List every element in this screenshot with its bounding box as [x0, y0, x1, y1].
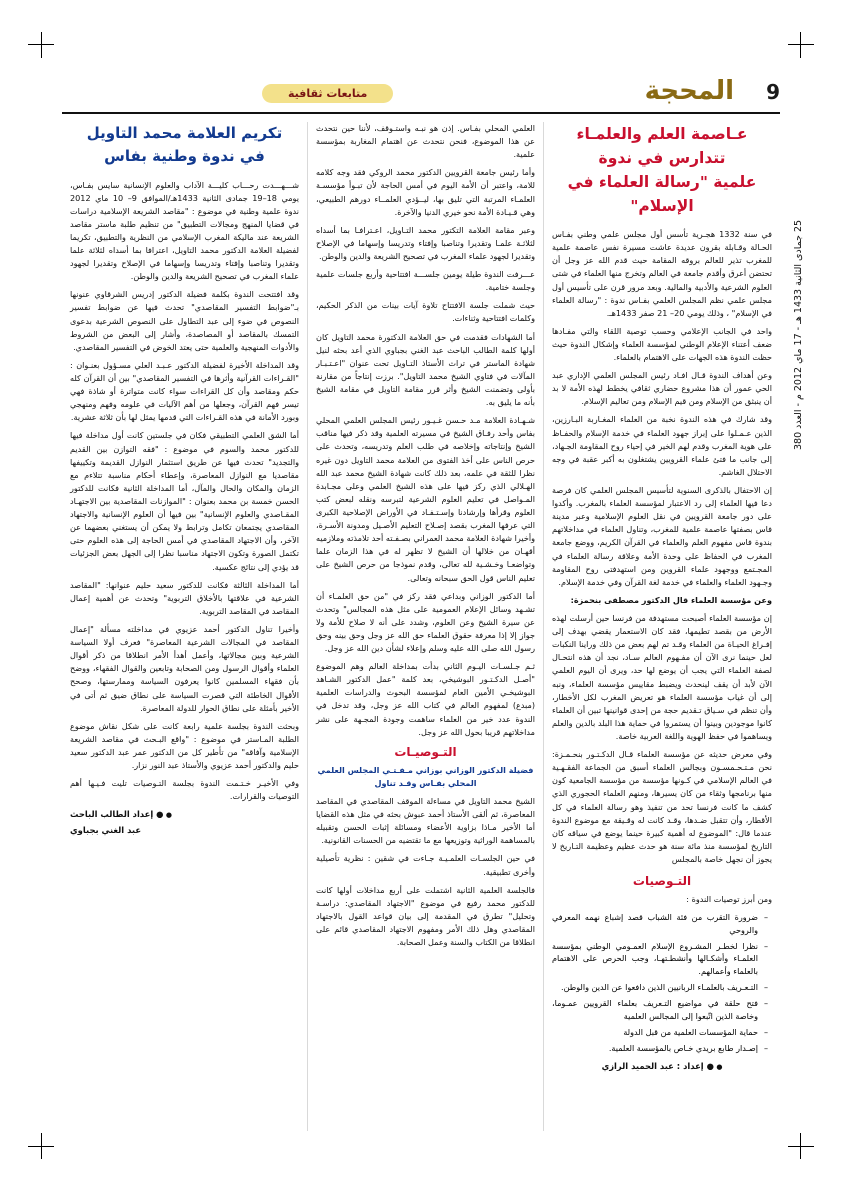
paragraph: حيث شملت جلسة الافتتاح تلاوة آيات بينات من الذكر الحكيم، وكلمات افتتاحية وثناءات. — [316, 300, 535, 324]
paragraph: أما الشهادات فقدمت في حق العلامة الدكتورة محمد التاويل كان أولها كلمة الطالب الباحث عبد الغني بجباوي الذي أعد بحثه لنيل شهادة الماستر في تراث الأستاذ التـاويل تحت عنوان "اعـتـبـار المآلات في فتاوي الشيخ محمد التاويل". برزت إنتاجاً من مقارنة بأولى وتضمنت الشيخ وأثر قرر مقامة التاويل في مقامة الشيخ بأنه ما يليق به. — [316, 331, 535, 408]
paragraph: عـــرفت الندوة طيلة يومين جلســـة افتتاحية وأربع جلسات علمية وجلسة ختامية. — [316, 269, 535, 293]
paragraph: وعن مؤسسة العلماء قال الدكتور مصطفى بنحمزة: — [570, 594, 772, 605]
paragraph: أما المداخلة الثالثة فكانت للدكتور سعيد حليم عنوانها: "المقاصد الشرعية في علاقتها بالأخلاق التربوية" وتحدث عن أهمية إعمال المقاصد في المقاصد التربوية. — [70, 579, 299, 616]
paragraph: أما الدكتور الوزاني وبداعي فقد ركز في "من حق العلمـاء أن تشـهد وسائل الإعلام العمومية على مثل هذه المجالس" وتحدث عن سيرة الشيخ وعن العلوم، وشدد على أنه لا صلاح للأمة ولا جواز إلا إذا معرفة حقوق العلماء حق الله عز وجل وحق بينه وحق رسول الله صلى الله عليه وسلم وإعلاء لشأن دين الله عز وجل. — [316, 590, 535, 654]
recommendations-heading: التـوصيـات — [394, 744, 457, 759]
crop-mark — [788, 44, 814, 45]
crop-mark — [788, 1146, 814, 1147]
crop-mark — [41, 1133, 42, 1159]
paragraph: وبحثت الندوة بجلسة علمية رابعة كانت على شكل نقاش موضوع الطلبة المـاستر في موضوع : "واقع البـحث في مقاصد الشريعة الإسلامية وآفاقه" من تأطير كل من الدكتور عمر عبد الدكتور سعيد حليم والدكتور أحمد عزيوي والأستاذ عبد النور نزار. — [70, 720, 299, 771]
page-number: 9 — [766, 80, 780, 104]
byline-line-1 — [70, 809, 299, 819]
recommendations-block — [552, 868, 772, 1071]
paragraph: فالجلسة العلمية الثانية اشتملت على أربع مداخلات أولها كانت للدكتور محمد رفيع في موضوع "الاجتهاد المقاصدي: دراسـة وتحليل" تطرق في المقدمة إلى بيان قواعد القول بالاجتهاد المقاصدي وهل ذلك الأمر ومفهوم الاجتهاد المقاصدي قائم على انطلاقا من الكتاب والسنة وعمل الصحابة. — [316, 884, 535, 948]
issue-info-text: 25 جمادى الثانية 1433 هـ - 17 ماي 2012 م - العدد 380 — [793, 219, 804, 451]
masthead-rule — [62, 112, 780, 114]
paragraph: الشيخ محمد التاويل في مساءلة الموقف المقاصدي في المقاصد المعاصرة، ثم ألقى الأستاذ أحمد عبوش بحثه في مثل هذه القضايا أما الأخير مـاذا بزاوية الأعضاء ومسائلة إثبات الحسن وتقبيله بالمساهمة الوراثية وتوزيعها مع ما تقتضيه من الحسنات القانونية. — [316, 796, 535, 846]
sub-heading: فضيلة الدكتور الوزاني بوزاني مـفـتـي المجلس العلمي المحلي بفـاس وقـد تناول — [317, 764, 534, 788]
byline-line-2 — [70, 825, 299, 835]
byline-author-name: عبد الغني بجباوي — [70, 825, 142, 836]
article-middle — [308, 122, 544, 1131]
paragraph: إن مؤسسة العلماء أصبحت مستهدفة من فرنسا حين أرسلت لهذه الأرض من بقصد تطيمها، فقد كان الاستعمار يقضي بهدف إلى إفـراغ الحيـاة من العلماء وقـد تم لهم بعض من ذلك وراينا النكبات لعل حينما نرى الآن أن مفـهوم العالم سـاد، نجد أن هذه انتحـال لصفة العلماء التي يجب أن يوضع لها حد، ويرى أن اليوم العلمي الآن لأبد أن يقف لينحدث ويضبط مقاييس مؤسسة العلماء، ونبه إلى أن غياب مؤسسة العلماء هو تعريض المغرب لكل الأخطار، وأن تنظم في سـياق تـقديم حجة من إحدى قوانينها تبين أن العلماء كانوا موجودين وبينوا أن يستمروا في حماية هذا البلد بالدين والعلم ويساهموا في حفظ الهوية واللغة العربية خاصة. — [552, 613, 772, 741]
paragraph: وقد شارك في هذه الندوة نخبة من العلماء المغـاربة البـارزين، الذين عـمـلوا على إبراز جهود العلماء في خدمة الإسلام والحفـاظ على هوية المغرب وقدم لهم الخير في إحياء روح المقاومة الجـهاد، إلى جانب ما فتئ علماء القرويين يشتغلون به أكبر عقبة في وجه الاحتلال الغاشم. — [552, 414, 772, 477]
list-item: – نظرا لخطـر المشـروع الإسلام العمـومي الوطني بمؤسسة العلمـاء وأشكـالها وأنشطـتهـا، وجب الحرص على الاهتمام بالعلماء وأعمالهم. — [552, 940, 768, 979]
paragraph: شـهـادة العلامة مـد حـسن غـيـور رئيس المجلس العلمي المحلي بفاس وأحد رفـاق الشيخ في مسيرته العلمية وقد ذكر فيها مناقب الشيخ وإنتاجاته وإخلاصه في طلب العلم وتدريسه، وتحدث على حرص الناس على أخذ الفتوى من العلامة محمد التاويل دون غيره نظرا للثقة في علمه، بعد ذلك كانت شهادة الشيخ محمد عبد الله الهـلالي الذي ركز فيها على هذه الشيخ العلمي وعلى مجـابدة المـواصل في تعليم العلوم الشرعية لتبرسه ونقله لبعض كتب العلوم وقرأها وإرشادنا وإسـتـفـاد في الأوراض الإصلاحية الكبرى التي عرفها المغرب بقصد إصـلاح التعليم الأصـيل ومدونة الأسـرة، وأخيرا شهادة العلامة محمد العمراني بصـفـته أحد تلامذته وملازميه أقهـان من خلالها أن الشيخ لا تظهر له في هذا الزمان علما وتواضعـا وخـشـية لله تعالى، وقدم نموذجا من حرص الشيخ على تعليم الناس قول الحق سبحانه وتعالى. — [316, 415, 535, 583]
paragraph: وقد افتتحت الندوة بكلمة فضيلة الدكتور إدريس الشرقاوي عنونها بـ"ضوابط التفسير المقاصدي" تحدث فيها عن ضوابط تفسير النصوص في ضوء إلى عبد التطاول على النصوص الشرعية بدعوى التمسك بالمقاصد أو المصاصدة، وأشار إلى البعض من الشروط والأدوات المنهجية والعلمية حتى يعتد الخوض في التفسير المقاصدي. — [70, 289, 299, 352]
headline-sub: علمية "رسالة العلماء في الإسلام" — [567, 173, 757, 216]
byline-author: ● ● إعداد : عبد الحميد الرازي — [602, 1061, 723, 1071]
paragraph: ثـم جـلسـات اليـوم الثاني بدأت بمداخلة العالم وهم الموضوع "أصـل الدكـتـور البوشيخي، بعد كلمة "عمل الدكتور الشـاهد البوشيخـي الأمين العام لمؤسسة البحوث والدراسات العلمية (مبدع) لمفهوم العالم في كتاب الله عز وجل، وقد تدخل في الندوة عدد خير من العلماء ساهمت وجودة المجـهة على نشر مداخلاتهم قريبا بحول الله عز وجل. — [316, 661, 535, 737]
list-item: – التـعـريف بالعلمـاء الربانيين الذين دافعوا عن الدين والوطن. — [552, 981, 768, 994]
byline-author: ● ● إعداد الطالب الباحث — [70, 809, 172, 819]
paragraph: في سنة 1332 هجـرية تأسس أول مجلس علمي وطني بفـاس الحـالة وقـابلة بقرون عديدة عاشت مسيرة نفس عاصمة علمية للمغرب تذير للعالم بروقه المقامة حيث قدم الله عز وجل أن تحتضن أعرق وأقدم جامعة في العالم وتخرج منها العلماء في شتى العلوم الشرعية والأدبية والمالية. وبعد مرور قرن على تأسيس أول مجلس علمي نظم المجلس العلمي بفـاس ندوة : "رسالة العلماء في الإسلام" ، وذلك يومي 20– 21 صفر 1433هـ. — [552, 229, 773, 318]
recommendations-list — [552, 911, 768, 1055]
byline — [552, 1061, 772, 1071]
article-right-headline — [552, 122, 772, 218]
crop-mark — [800, 1133, 801, 1159]
paragraph: العلمي المحلي بفـاس. إذن هو نبـه واستـوقف، لأننا حين نتحدث عن هذا الموضوع، فنحن نتحدث عن اهتمام المغاربة بمؤسسة علمية. — [316, 123, 535, 160]
recommendations-title: التـوصيات — [632, 873, 692, 888]
paragraph: في حين الجلسـات العلمـيـة جـاءت في شقين : نظرية تأصيلية وأخرى تطبيقية. — [316, 853, 535, 877]
headline-sub: في ندوة وطنية بفاس — [104, 147, 265, 166]
list-item: – ضرورة التقرب من فئة الشباب قصد إشباع نهمه المعرفي والروحي — [552, 911, 768, 937]
paragraph: وفي الأخيـر خـتـمت الندوة بجلسة التـوصيات تليت فـيـها أهم التوصيات والقرارات. — [70, 778, 299, 802]
paragraph: وعبر مقامة العلامة التكتور محمد التـاويل، اعـترافـا بما أسداه لثلاثـة علمـا وتقديرا وتناصبا وإفتاء وتدريسا وإسهاما في الإصلاح وتقديرا لجهود علماء المغرب في تصحيح الشريعة والدين والوطن. — [316, 224, 535, 261]
recommendations-intro: ومن أبرز توصيات الندوة : — [686, 893, 772, 904]
crop-mark — [800, 32, 801, 58]
paragraph: وأخيرا تناول الدكتور أحمد عزيوي في مداخلته مسألة "إعمال المقاصد في المجالات الشرعية المعاصرة" فعرف أولا السياسة الشرعية وبين مجالاتها، وأعمل أهدأ الأمر انطلاقا من ذكر أقوال العلماء وأقوال الرسول ومن الصحابة وتابعين والقوال الفقهاء، ووضح بأن فقهاء المسلمين كانوا يعرفون السياسة وممارستها، وصحح الأقوال الخاطئة التي قصرت السياسة على نطاق ضيق ثم أتى في الأخير بأمثلة على نطاق الحوار للدولة المعاصرة. — [70, 624, 299, 713]
list-item: – حماية المؤسسات العلمية من قبل الدولة — [552, 1026, 768, 1039]
article-left — [62, 122, 308, 1131]
headline-main: عـاصمة العلم والعلمـاء تتدارس في ندوة — [576, 125, 748, 168]
issue-info-spine — [790, 120, 808, 550]
paragraph: وعن أهداف الندوة قـال افـاد رئيس المجلس العلمي الإداري عبد الحي عمور أن هذا مشروع حضاري ثقافي يخطط لهذه الأمة لا بد أن ينبثق من الإسلام ومن قيم الإسلام ومن تعاليم الإسلام. — [552, 370, 772, 407]
paragraph: شـــهـــدت رحـــاب كليـــة الآداب والعلوم الإنسانية سايس بفـاس، يومي 18–19 جمادى الثانية 1433هـ/الموافق 9– 10 ماي 2012 ندوة علمية وطنية في موضوع : "مقاصد الشريعة الإسلامية دراسات في قضايا المنهج ومجالات التطبيق" من تنظيم طلبة ماستر مقاصد الشريعة عند ماليكة المغرب الإسلامي من النظرية والتطبيق، تكريما لفضيلة العلامة الدكتور محمد التاويل، اعترافا بما أسداه لثلاثة علما وتقديرا وتناصبا وإفتاء وتدريسا وإسهاما في الإصلاح وتقديرا لجهود علماء المغرب في تصحيح الشريعة والدين والوطن. — [70, 179, 299, 282]
masthead — [62, 78, 780, 112]
publication-title: المحجة — [644, 76, 734, 106]
paragraph: إن الاحتفال بالذكرى السنوية لتأسيس المجلس العلمي كان فرصة دعا فيها العلماء إلى رد الاعتبار لمؤسسة العلماء بالمغرب. وأكدوا على دور جامعة القرويين في نقل العلوم الإسلامية وعبر مدينة فاس بصفتها عاصمة علمية للمغرب، وتناول العلماء في مداخلاتهم بندوة فاس مفهوم العلم والعلماء في القرآن الكريم، ووضع جامعة المغرب في الحفاظ على وحدة الأمة وعلاقة رسالة العلماء في المجـتمع ووجهود علماء القروين ومن استهدفتى روح المقاومة وجـهود العلماء والعلماء في خدمة لغة القرآن وفي خدمة الإسلام. — [552, 485, 772, 587]
list-item: – فتح حلقة في مواضيع التـعريف بعلماء القرويين عمـوما، وخاصة الذين اتّبعوا إلى المجالس العلمية — [552, 997, 768, 1023]
section-badge: متابعات ثقافية — [262, 84, 393, 103]
paragraph: أما الشق العلمي التطبيقي فكان في جلستين كانت أول مداخلة فيها للدكتور محمد والسوم في موضوع : "فقه التوازن بين القديم والتجديد" تحدث فيها عن طريق استثمار النوازل القديمة وتكييفها مقاصديا مع النوازل المعاصرة، وإعطاء أحكام مناسبة تتلاءم مع الزمان والمكان والحال والمآل، أما المداخلة الثانية فكانت للدكتور الحسن خمسة بن محمد بعنوان : "الموازنات المقاصدية بين الاجتهـاد المقـاصدي والعلوم الإنسانية" بين فيها أن العلوم الإنسانية والاجتهاد المقاصدي يجتمعان تكامل وترابط ولا يمكن أن يستغني بعضهما عن الآخر، وأن الاجتهاد المقاصدي في أمس الحاجة إلى هذه العلوم حتى تكتمل الصورة وتكون الاجتهاد مناسبا نظرا إلى الجهل بعض الجزئيات قد يؤدي إلى نتائج عكسية. — [70, 430, 299, 572]
paragraph: وأما رئيس جامعة القرويين الدكتور محمد الروكي فقد وجه كلامه للامة، واعتبر أن الأمة اليوم في أمس الحاجة لأن تبـوأ مؤسسـة العلمـاء المرتبة التي تليق بها، ليــؤدي العلمــاء دورهم الطبيعي، وهي قـيـادة الأمة نحو خيري الدنيا والآخرة. — [316, 167, 535, 217]
paragraph: وفي معرض حديثه عن مؤسسة العلماء قـال الدكـتـور بنحـمـزة: نحن مـتـحـمسـون وبجالس العلماء أسبق من الجماعة الفقـهـية في العالم الإسلامي في كـونها مؤسسة من مؤسسة الجامعية كون منها برنامجها وثقاء من كان يسيرها، ومنهم العلماء الحجوري الذي كشف ما كانت فرنسا تحد من تنفيذ وهو رسالة العلماء في كل الأقطار، وأن تتقبل ضـدها، وقـد كانت له وقـيقة مع موضوع الندوة عندما قال: "الموضوع له أهمية كبيرة حينما يوضع في سياقه كان التاريخ لمؤسسة منذ مائة سنة هو حدث عظيم وعظيمة التـاريخ لا يجوز أن نجهل خاصة بالمجلس — [552, 749, 772, 864]
paragraph: واحد في الجانب الإعلامي وحسب توصية اللقاء والتي مفـادها ضعف أعتناء الإعلام الوطني لمؤسسة العلماء وإشكال الندوة حيث حظت الندوة هذه الجهات على الاهتمام بالعلماء. — [552, 325, 772, 363]
article-left-headline — [70, 122, 299, 169]
headline-main: تكريم العلامة محمد التاويل — [86, 124, 283, 142]
crop-mark — [41, 32, 42, 58]
paragraph: وقد المداخلة الأخيرة لفضيلة الدكتور عـبـد العلي مسـؤول بعنـوان : "القـراءات القرآنية وأثرها في التفسير المقاصدي" بين أن القرآن كله حكم ومقاصد وأن كل القراءات سواء كانت متواترة أو شاذة فهي تيسر فهم القرآن، وجعلها من أهم الآليات في علومه وفهم ومنهجي وبورد الأمانة في هذه القـراءات التي قدمها يمثل لها بأن ثلاثة عشرية. — [70, 359, 299, 423]
list-item: – إصـدار طابع بريدي خـاص بالمؤسسة العلمية. — [552, 1042, 768, 1055]
